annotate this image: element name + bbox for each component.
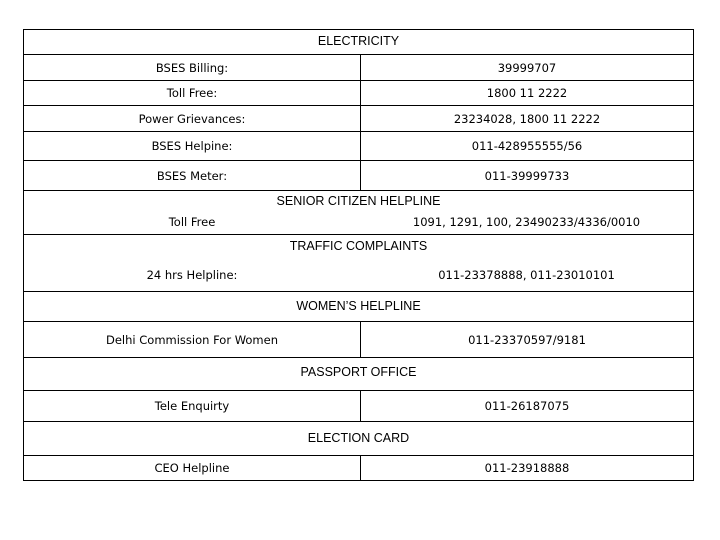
table-row — [24, 258, 693, 291]
table-row — [24, 160, 693, 190]
row-value: 1800 11 2222 — [360, 81, 693, 105]
table-row — [24, 105, 693, 131]
section-title: ELECTRICITY — [317, 34, 400, 48]
table-row — [24, 321, 693, 357]
row-value: 011-23918888 — [360, 456, 693, 480]
row-value: 011-23378888, 011-23010101 — [438, 267, 615, 282]
section-header-electricity — [24, 30, 693, 54]
row-label: Toll Free — [168, 215, 216, 229]
row-value: 011-23370597/9181 — [360, 322, 693, 357]
row-label: BSES Meter: — [156, 168, 228, 183]
table-row — [24, 455, 693, 480]
row-label: Power Grievances: — [138, 111, 246, 126]
row-label: 24 hrs Helpline: — [146, 267, 238, 282]
section-header-womens — [24, 291, 693, 321]
row-value: 23234028, 1800 11 2222 — [360, 106, 693, 131]
section-title: ELECTION CARD — [307, 431, 410, 445]
row-label: Delhi Commission For Women — [105, 332, 278, 347]
row-label: Toll Free: — [166, 86, 218, 100]
section-header-senior-citizen — [24, 190, 693, 210]
row-label: BSES Helpine: — [151, 139, 233, 153]
helpline-table — [23, 29, 694, 481]
row-label: CEO Helpline — [154, 461, 230, 475]
section-header-traffic — [24, 234, 693, 258]
table-row — [24, 80, 693, 105]
table-row — [24, 131, 693, 160]
section-title: SENIOR CITIZEN HELPLINE — [276, 194, 441, 208]
section-title: TRAFFIC COMPLAINTS — [289, 239, 428, 253]
section-header-passport — [24, 357, 693, 390]
section-title: PASSPORT OFFICE — [300, 365, 417, 379]
row-label: BSES Billing: — [155, 60, 229, 75]
row-label: Tele Enquirty — [154, 399, 230, 413]
row-value: 011-26187075 — [360, 391, 693, 421]
row-value: 1091, 1291, 100, 23490233/4336/0010 — [412, 215, 641, 229]
table-row — [24, 390, 693, 421]
row-value: 011-428955555/56 — [360, 132, 693, 160]
section-title: WOMEN’S HELPLINE — [296, 299, 421, 313]
table-row — [24, 210, 693, 234]
row-value: 011-39999733 — [360, 161, 693, 190]
row-value: 39999707 — [360, 55, 693, 80]
section-header-election — [24, 421, 693, 455]
table-row — [24, 54, 693, 80]
